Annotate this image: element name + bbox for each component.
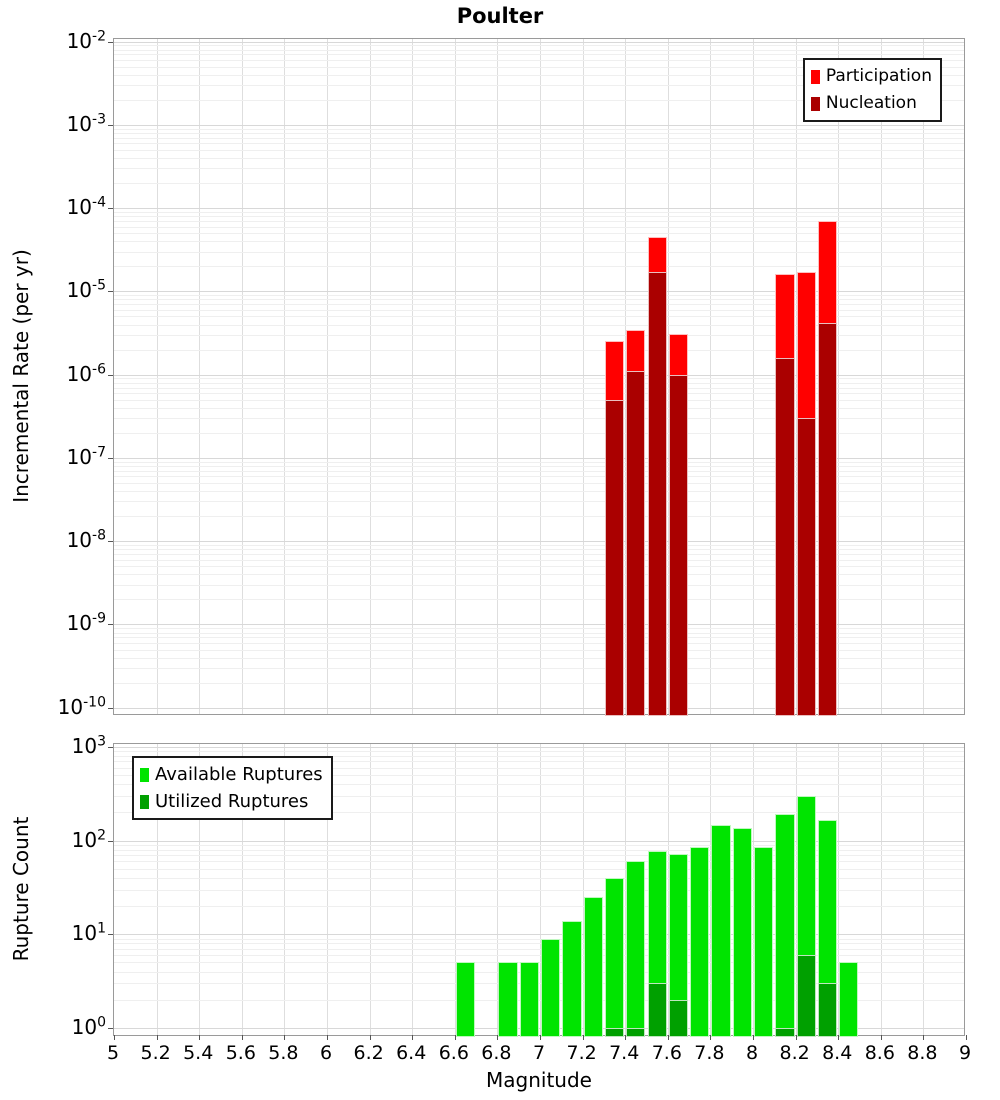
- bar-available-ruptures-7.05: [541, 939, 560, 1038]
- x-axis-tick: [157, 1035, 158, 1040]
- x-tick-label: 7.4: [609, 1042, 640, 1064]
- minor-gridline: [114, 133, 964, 134]
- y-tick-label: $10^{-8}$: [66, 527, 106, 553]
- y-axis-tick: [108, 624, 113, 625]
- y-tick-label: $10^{-2}$: [66, 27, 106, 53]
- count-y-axis-label: Rupture Count: [9, 816, 33, 962]
- y-tick-label: $10^1$: [71, 920, 106, 946]
- minor-gridline: [114, 129, 964, 130]
- legend-label: Nucleation: [825, 93, 917, 113]
- bar-nucleation-8.15: [775, 358, 794, 716]
- vertical-gridline: [412, 39, 413, 714]
- x-tick-label: 6.4: [396, 1042, 427, 1064]
- bar-nucleation-8.25: [797, 418, 816, 716]
- vertical-gridline: [455, 39, 456, 714]
- vertical-gridline: [242, 39, 243, 714]
- bar-available-ruptures-7.75: [690, 847, 709, 1037]
- x-tick-label: 7.6: [651, 1042, 682, 1064]
- x-axis-tick: [753, 1035, 754, 1040]
- major-gridline: [114, 208, 964, 209]
- vertical-gridline: [753, 39, 754, 714]
- vertical-gridline: [583, 39, 584, 714]
- minor-gridline: [114, 50, 964, 51]
- x-tick-label: 7.2: [566, 1042, 597, 1064]
- y-tick-label: $10^0$: [71, 1014, 106, 1039]
- x-axis-tick: [242, 1035, 243, 1040]
- bar-available-ruptures-7.25: [584, 897, 603, 1037]
- x-tick-label: 6.6: [438, 1042, 469, 1064]
- x-axis-tick: [966, 1035, 967, 1040]
- bar-nucleation-8.35: [818, 323, 837, 716]
- y-tick-label: $10^{-10}$: [57, 694, 106, 719]
- x-tick-label: 8.4: [822, 1042, 853, 1064]
- x-axis-tick: [923, 1035, 924, 1040]
- minor-gridline: [114, 183, 964, 184]
- x-axis-tick: [114, 1035, 115, 1040]
- x-tick-label: 6: [319, 1042, 333, 1064]
- bar-utilized-ruptures-8.35: [818, 983, 837, 1037]
- minor-gridline: [114, 158, 964, 159]
- y-axis-tick: [108, 708, 113, 709]
- x-axis-tick: [497, 1035, 498, 1040]
- x-axis-tick: [199, 1035, 200, 1040]
- x-axis-tick: [583, 1035, 584, 1040]
- minor-gridline: [114, 212, 964, 213]
- legend: [803, 58, 942, 122]
- y-tick-label: $10^3$: [71, 733, 106, 758]
- major-gridline: [114, 42, 964, 43]
- y-axis-tick: [108, 291, 113, 292]
- legend: [132, 756, 333, 820]
- rupture-count-plot-area: [113, 743, 965, 1036]
- x-tick-label: 9: [958, 1042, 972, 1064]
- x-tick-label: 5.6: [225, 1042, 256, 1064]
- minor-gridline: [114, 150, 964, 151]
- vertical-gridline: [838, 39, 839, 714]
- y-axis-tick: [108, 375, 113, 376]
- vertical-gridline: [157, 39, 158, 714]
- y-tick-label: $10^2$: [71, 826, 106, 852]
- vertical-gridline: [710, 39, 711, 714]
- x-tick-label: 6.2: [353, 1042, 384, 1064]
- bar-available-ruptures-7.45: [626, 861, 645, 1037]
- bar-available-ruptures-7.85: [711, 825, 730, 1037]
- x-axis-tick: [710, 1035, 711, 1040]
- x-axis-tick: [284, 1035, 285, 1040]
- legend-item: [811, 90, 932, 117]
- bar-nucleation-7.65: [669, 375, 688, 716]
- x-tick-label: 5.8: [268, 1042, 299, 1064]
- x-tick-label: 8: [745, 1042, 759, 1064]
- utilized-ruptures-swatch-icon: [140, 795, 149, 809]
- y-axis-tick: [108, 1028, 113, 1029]
- y-tick-label: $10^{-5}$: [66, 277, 106, 303]
- y-axis-tick: [108, 747, 113, 748]
- bar-available-ruptures-6.65: [456, 962, 475, 1037]
- bar-utilized-ruptures-7.45: [626, 1028, 645, 1037]
- major-gridline: [114, 747, 964, 748]
- vertical-gridline: [497, 39, 498, 714]
- bar-available-ruptures-8.15: [775, 814, 794, 1037]
- bar-utilized-ruptures-8.15: [775, 1028, 794, 1037]
- vertical-gridline: [923, 39, 924, 714]
- x-axis-tick: [327, 1035, 328, 1040]
- vertical-gridline: [284, 39, 285, 714]
- x-axis-tick: [796, 1035, 797, 1040]
- nucleation-swatch-icon: [811, 97, 820, 111]
- bar-available-ruptures-7.35: [605, 878, 624, 1037]
- x-tick-label: 7.8: [694, 1042, 725, 1064]
- vertical-gridline: [370, 39, 371, 714]
- bar-utilized-ruptures-7.65: [669, 1000, 688, 1037]
- x-tick-label: 5.4: [183, 1042, 214, 1064]
- y-axis-tick: [108, 208, 113, 209]
- y-axis-tick: [108, 541, 113, 542]
- minor-gridline: [114, 143, 964, 144]
- y-axis-tick: [108, 42, 113, 43]
- x-tick-label: 8.2: [779, 1042, 810, 1064]
- bar-nucleation-7.45: [626, 371, 645, 716]
- legend-item: [140, 788, 323, 815]
- y-tick-label: $10^{-9}$: [66, 610, 106, 636]
- x-axis-label: Magnitude: [486, 1068, 592, 1092]
- y-tick-label: $10^{-3}$: [66, 111, 106, 136]
- legend-label: Utilized Ruptures: [155, 791, 309, 812]
- available-ruptures-swatch-icon: [140, 768, 149, 782]
- vertical-gridline: [881, 39, 882, 714]
- x-axis-tick: [540, 1035, 541, 1040]
- x-tick-label: 8.8: [907, 1042, 938, 1064]
- bar-utilized-ruptures-7.35: [605, 1028, 624, 1037]
- minor-gridline: [114, 168, 964, 169]
- vertical-gridline: [199, 39, 200, 714]
- vertical-gridline: [327, 39, 328, 714]
- y-tick-label: $10^{-7}$: [66, 444, 106, 469]
- minor-gridline: [114, 216, 964, 217]
- x-axis-tick: [370, 1035, 371, 1040]
- y-axis-tick: [108, 125, 113, 126]
- bar-available-ruptures-8.05: [754, 847, 773, 1037]
- participation-swatch-icon: [811, 70, 820, 84]
- bar-nucleation-7.35: [605, 400, 624, 716]
- x-axis-tick: [455, 1035, 456, 1040]
- major-gridline: [114, 125, 964, 126]
- y-tick-label: $10^{-6}$: [66, 360, 106, 386]
- bar-utilized-ruptures-7.55: [648, 983, 667, 1037]
- vertical-gridline: [540, 39, 541, 714]
- bar-available-ruptures-6.85: [498, 962, 517, 1037]
- minor-gridline: [114, 751, 964, 752]
- y-axis-tick: [108, 458, 113, 459]
- chart-title: Poulter: [456, 4, 544, 28]
- legend-item: [140, 761, 323, 788]
- bar-available-ruptures-8.45: [839, 962, 858, 1037]
- bar-available-ruptures-7.95: [733, 828, 752, 1037]
- x-tick-label: 5.2: [140, 1042, 171, 1064]
- bar-nucleation-7.55: [648, 272, 667, 716]
- minor-gridline: [114, 54, 964, 55]
- x-tick-label: 8.6: [864, 1042, 895, 1064]
- x-tick-label: 6.8: [481, 1042, 512, 1064]
- y-axis-tick: [108, 934, 113, 935]
- legend-label: Available Ruptures: [155, 764, 323, 785]
- minor-gridline: [114, 138, 964, 139]
- x-axis-tick: [881, 1035, 882, 1040]
- x-tick-label: 5: [106, 1042, 120, 1064]
- minor-gridline: [114, 45, 964, 46]
- x-axis-tick: [668, 1035, 669, 1040]
- bar-utilized-ruptures-8.25: [797, 955, 816, 1037]
- x-axis-tick: [412, 1035, 413, 1040]
- x-axis-tick: [625, 1035, 626, 1040]
- y-axis-tick: [108, 841, 113, 842]
- legend-item: [811, 63, 932, 90]
- bar-available-ruptures-7.15: [562, 921, 581, 1038]
- x-tick-label: 7: [532, 1042, 546, 1064]
- bar-available-ruptures-6.95: [520, 962, 539, 1037]
- x-axis-tick: [838, 1035, 839, 1040]
- legend-label: Participation: [825, 66, 932, 86]
- incremental-rate-plot-area: [113, 38, 965, 715]
- rate-y-axis-label: Incremental Rate (per yr): [9, 249, 33, 503]
- y-tick-label: $10^{-4}$: [66, 194, 106, 219]
